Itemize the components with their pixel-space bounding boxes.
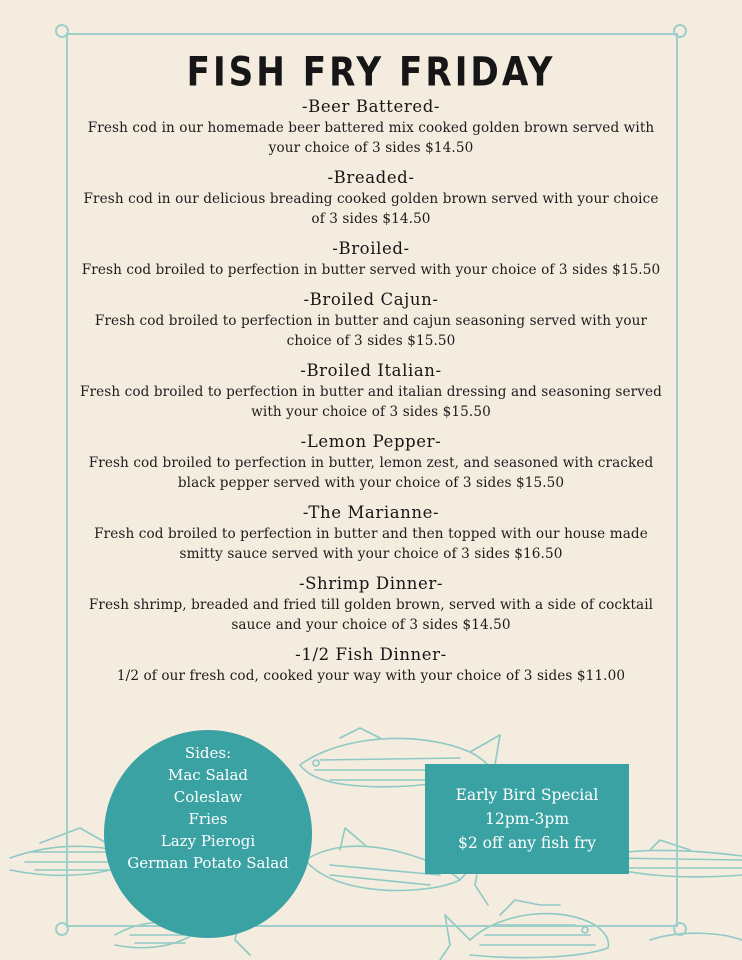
menu-item-description: Fresh shrimp, breaded and fried till golden brown, served with a side of cocktail sauce and your choice of 3 sides $14.50 xyxy=(88,597,654,633)
menu-item-name: -Broiled Italian- xyxy=(300,361,442,380)
menu-item xyxy=(72,573,670,635)
sides-circle xyxy=(104,730,312,938)
menu-list xyxy=(72,96,670,695)
menu-item xyxy=(72,431,670,493)
menu-item xyxy=(72,502,670,564)
menu-title: FISH FRY FRIDAY xyxy=(186,48,556,96)
menu-item xyxy=(72,238,670,280)
side-item: Fries xyxy=(188,810,228,828)
early-bird-title: Early Bird Special xyxy=(455,786,599,804)
frame-corner-ornament xyxy=(673,922,687,936)
menu-item-name: -The Marianne- xyxy=(302,503,440,522)
menu-item xyxy=(72,360,670,422)
menu-item-description: 1/2 of our fresh cod, cooked your way with your choice of 3 sides $11.00 xyxy=(116,668,626,684)
side-item: German Potato Salad xyxy=(127,854,289,872)
menu-item-name: -Shrimp Dinner- xyxy=(298,574,444,593)
frame-corner-ornament xyxy=(55,922,69,936)
menu-item-name: -Breaded- xyxy=(327,168,415,187)
side-item: Mac Salad xyxy=(167,766,249,784)
side-item: Coleslaw xyxy=(173,788,243,806)
menu-item-description: Fresh cod broiled to perfection in butter and then topped with our house made smitty sauce served with your choice of 3 sides $16.50 xyxy=(94,526,648,562)
menu-item xyxy=(72,167,670,229)
menu-item-description: Fresh cod in our delicious breading cooked golden brown served with your choice of 3 sides $14.50 xyxy=(83,191,659,227)
menu-item-description: Fresh cod in our homemade beer battered mix cooked golden brown served with your choice of 3 sides $14.50 xyxy=(87,120,655,156)
menu-item-name: -1/2 Fish Dinner- xyxy=(295,645,447,664)
menu-item xyxy=(72,96,670,158)
menu-item-name: -Broiled Cajun- xyxy=(303,290,439,309)
menu-item xyxy=(72,644,670,686)
early-bird-offer: $2 off any fish fry xyxy=(458,834,596,852)
menu-item-name: -Lemon Pepper- xyxy=(300,432,442,451)
menu-item xyxy=(72,289,670,351)
early-bird-box xyxy=(425,764,629,874)
menu-item-description: Fresh cod broiled to perfection in butter, lemon zest, and seasoned with cracked black pepper served with your choice of 3 sides $15.50 xyxy=(88,455,654,491)
menu-item-description: Fresh cod broiled to perfection in butter and italian dressing and seasoning served with your choice of 3 sides $15.50 xyxy=(80,384,662,420)
frame-corner-ornament xyxy=(673,24,687,38)
menu-item-description: Fresh cod broiled to perfection in butter and cajun seasoning served with your choice of 3 sides $15.50 xyxy=(94,313,648,349)
sides-heading: Sides: xyxy=(184,744,232,762)
early-bird-hours: 12pm-3pm xyxy=(484,810,570,828)
menu-item-name: -Broiled- xyxy=(332,239,410,258)
side-item: Lazy Pierogi xyxy=(160,832,256,850)
menu-item-name: -Beer Battered- xyxy=(301,97,441,116)
frame-corner-ornament xyxy=(55,24,69,38)
menu-item-description: Fresh cod broiled to perfection in butter served with your choice of 3 sides $15.50 xyxy=(81,262,661,278)
